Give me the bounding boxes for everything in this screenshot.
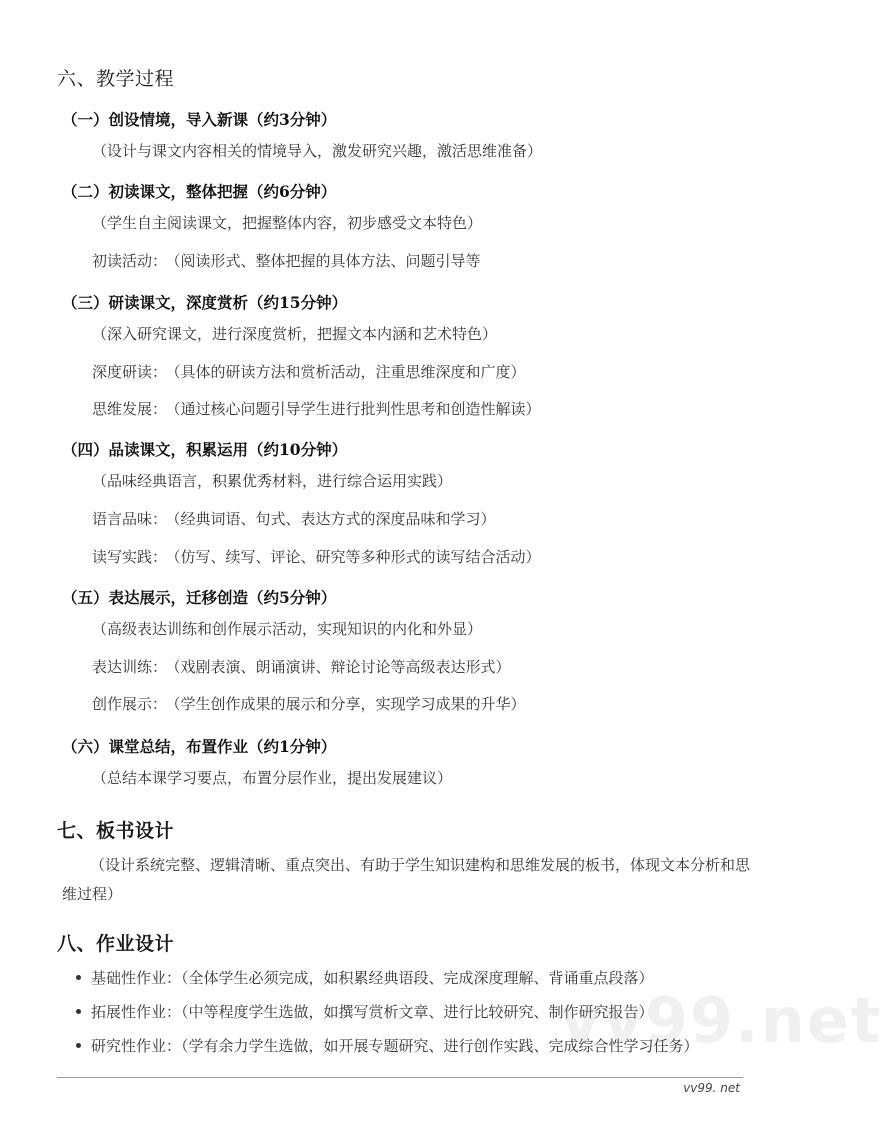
item-text: （学生创作成果的展示和分享，实现学习成果的升华）	[173, 695, 526, 713]
section-8-title: 八、作业设计	[57, 933, 175, 955]
footer-divider	[57, 1077, 743, 1078]
item-text: （仿写、续写、评论、研究等多种形式的读写结合活动）	[173, 548, 541, 566]
item-label: 表达训练：	[92, 658, 168, 676]
part-2-item-1	[92, 250, 481, 271]
part-4-item-1	[92, 508, 496, 529]
part-5-heading: （五）表达展示，迁移创造（约5分钟）	[62, 588, 337, 607]
part-1-heading: （一）创设情境，导入新课（约3分钟）	[62, 110, 337, 129]
part-6-heading: （六）课堂总结，布置作业（约1分钟）	[62, 737, 337, 756]
item-text: （通过核心问题引导学生进行批判性思考和创造性解读）	[173, 400, 541, 418]
part-3-item-2	[92, 398, 541, 419]
part-3-heading: （三）研读课文，深度赏析（约15分钟）	[62, 293, 348, 312]
part-5-desc: （高级表达训练和创作展示活动，实现知识的内化和外显）	[92, 620, 483, 638]
item-label: 初读活动：	[92, 252, 168, 270]
footer-site: vv99. net	[683, 1081, 740, 1095]
part-5-item-2	[92, 693, 526, 714]
bullet-dot-icon	[76, 1009, 81, 1014]
bullet-dot-icon	[76, 1043, 81, 1048]
part-4-heading: （四）品读课文，积累运用（约10分钟）	[62, 440, 348, 459]
item-label: 语言品味：	[92, 510, 168, 528]
watermark: vv99.net	[560, 984, 883, 1057]
bullet-text: （中等程度学生选做，如撰写赏析文章、进行比较研究、制作研究报告）	[181, 1003, 654, 1021]
part-5-item-1	[92, 656, 511, 677]
part-4-desc: （品味经典语言，积累优秀材料，进行综合运用实践）	[92, 472, 453, 490]
item-text: （阅读形式、整体把握的具体方法、问题引导等	[173, 252, 481, 270]
item-label: 读写实践：	[92, 548, 168, 566]
bullet-dot-icon	[76, 975, 81, 980]
bullet-label: 基础性作业：	[91, 969, 182, 987]
item-text: （经典词语、句式、表达方式的深度品味和学习）	[173, 510, 496, 528]
item-text: （戏剧表演、朗诵演讲、辩论讨论等高级表达形式）	[173, 658, 511, 676]
part-2-heading: （二）初读课文，整体把握（约6分钟）	[62, 182, 337, 201]
part-1-desc: （设计与课文内容相关的情境导入，激发研究兴趣，激活思维准备）	[92, 142, 543, 160]
bullet-label: 研究性作业：	[91, 1037, 182, 1055]
section-7-text: （设计系统完整、逻辑清晰、重点突出、有助于学生知识建构和思维发展的板书，体现文本分析和思维过程）	[62, 856, 751, 903]
bullet-text: （学有余力学生选做，如开展专题研究、进行创作实践、完成综合性学习任务）	[181, 1037, 699, 1055]
section-7-title: 七、板书设计	[57, 820, 175, 842]
item-label: 创作展示：	[92, 695, 168, 713]
part-3-item-1	[92, 361, 526, 382]
item-text: （具体的研读方法和赏析活动，注重思维深度和广度）	[173, 363, 526, 381]
item-label: 思维发展：	[92, 400, 168, 418]
part-3-desc: （深入研究课文，进行深度赏析，把握文本内涵和艺术特色）	[92, 325, 498, 343]
section-6-title: 六、教学过程	[57, 68, 175, 90]
bullet-text: （全体学生必须完成，如积累经典语段、完成深度理解、背诵重点段落）	[181, 969, 654, 987]
item-label: 深度研读：	[92, 363, 168, 381]
part-4-item-2	[92, 546, 541, 567]
part-2-desc: （学生自主阅读课文，把握整体内容，初步感受文本特色）	[92, 214, 483, 232]
bullet-label: 拓展性作业：	[91, 1003, 182, 1021]
part-6-desc: （总结本课学习要点，布置分层作业，提出发展建议）	[92, 769, 453, 787]
